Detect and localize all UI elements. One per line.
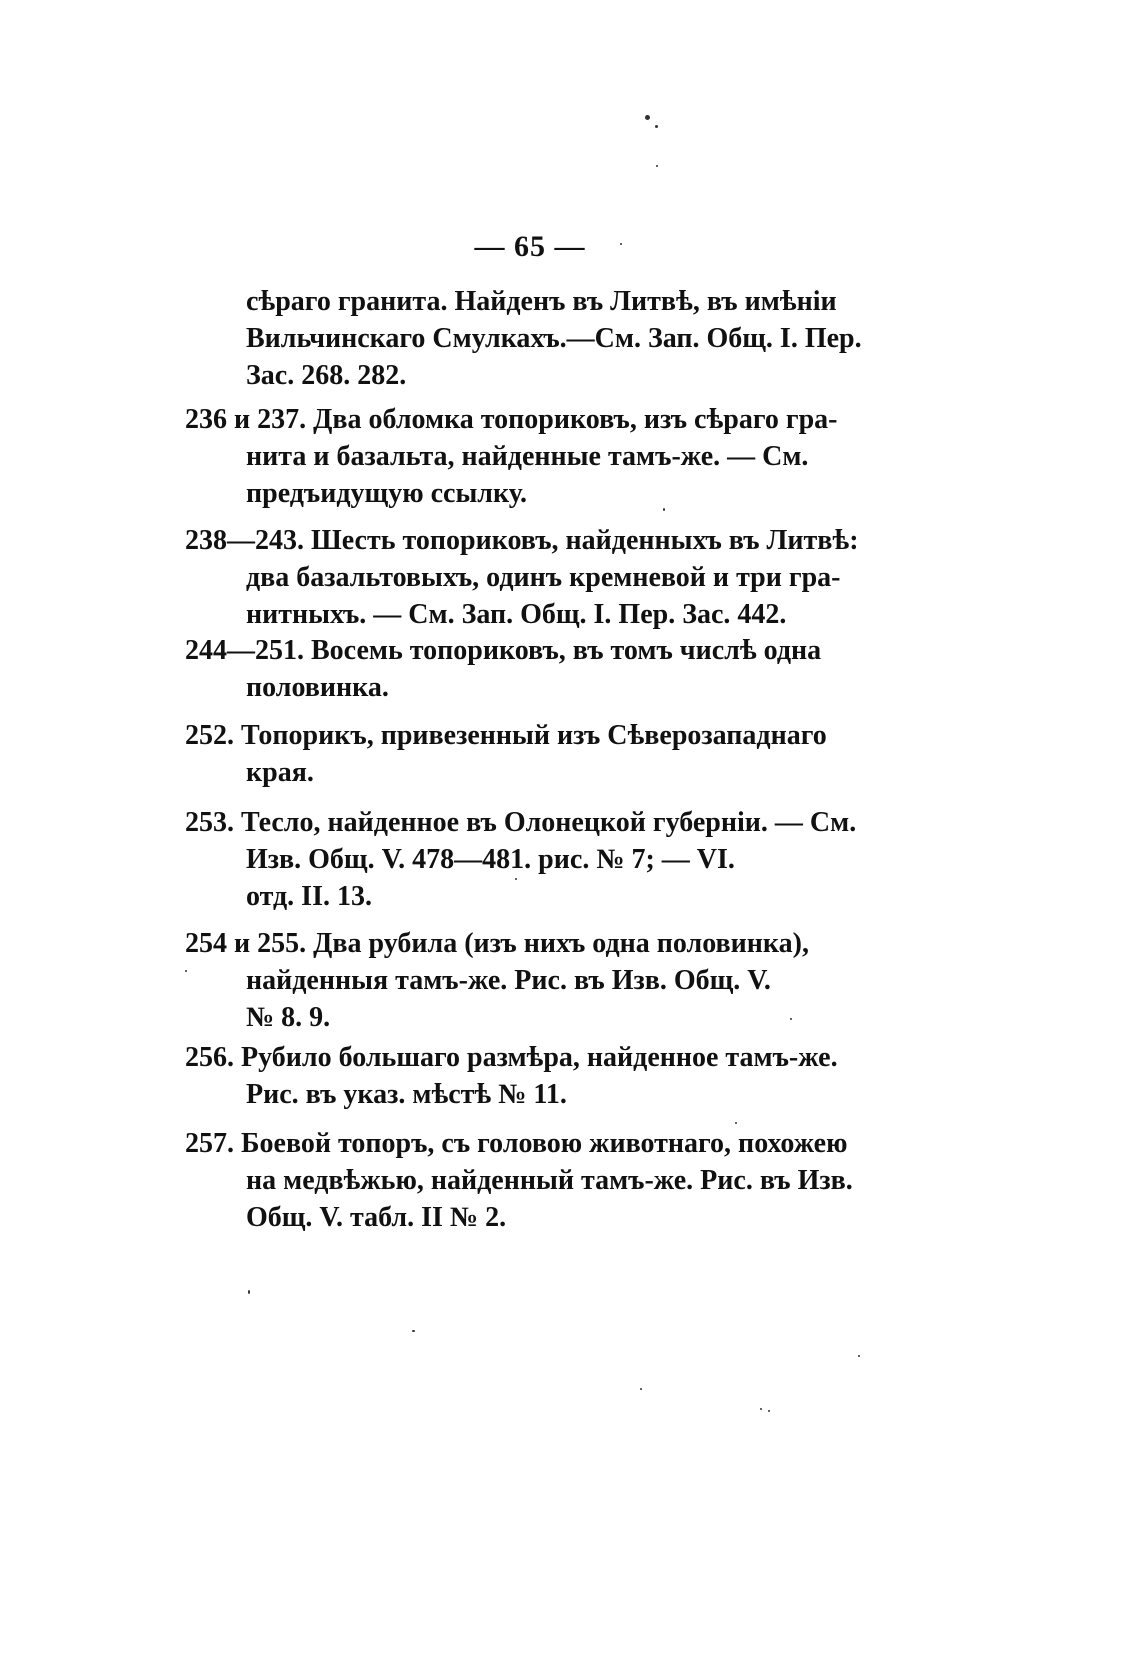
entry-line: найденныя тамъ-же. Рис. въ Изв. Общ. V. <box>246 965 771 996</box>
entry-line: Общ. V. табл. II № 2. <box>246 1202 507 1233</box>
entry-line: 252. Топорикъ, привезенный изъ Сѣверозападнаго <box>185 720 827 751</box>
scan-speck <box>735 1122 737 1124</box>
catalog-entry-256 <box>185 1039 838 1113</box>
catalog-entry-252 <box>185 717 827 791</box>
entry-line: 253. Тесло, найденное въ Олонецкой губерніи. — См. <box>185 807 857 838</box>
entry-line: Изв. Общ. V. 478—481. рис. № 7; — VI. <box>246 844 735 875</box>
scan-speck <box>768 1410 770 1412</box>
entry-line: нитныхъ. — См. Зап. Общ. I. Пер. Зас. 442. <box>246 599 787 630</box>
page-number: — 65 — <box>474 230 586 263</box>
scan-speck <box>645 115 650 120</box>
entry-line: 236 и 237. Два обломка топориковъ, изъ сѣраго гра- <box>185 404 838 435</box>
entry-line: на медвѣжью, найденный тамъ-же. Рис. въ Изв. <box>246 1165 853 1196</box>
catalog-entry-238-243 <box>185 522 859 633</box>
scan-speck <box>655 125 658 128</box>
scan-speck <box>412 1330 415 1332</box>
entry-line: нита и базальта, найденные тамъ-же. — См. <box>246 441 809 472</box>
entry-line: Рис. въ указ. мѣстѣ № 11. <box>246 1079 567 1110</box>
entry-line: 254 и 255. Два рубила (изъ нихъ одна половинка), <box>185 928 809 959</box>
scan-speck <box>640 1388 642 1390</box>
entry-line: Зас. 268. 282. <box>246 360 407 391</box>
entry-line: 244—251. Восемь топориковъ, въ томъ числѣ одна <box>185 635 822 666</box>
scan-speck <box>248 1290 250 1294</box>
scan-speck <box>790 1018 792 1020</box>
scan-speck <box>858 1355 860 1357</box>
scan-speck <box>185 970 187 972</box>
entry-line: Вильчинскаго Смулкахъ.—См. Зап. Общ. I. Пер. <box>246 323 862 354</box>
scan-speck <box>760 1408 762 1410</box>
scan-speck <box>656 165 658 167</box>
scan-speck <box>620 243 622 245</box>
entry-line: сѣраго гранита. Найденъ въ Литвѣ, въ имѣніи <box>246 286 837 317</box>
entry-line: два базальтовыхъ, одинъ кремневой и три гра- <box>246 562 841 593</box>
catalog-entry-236-237 <box>185 401 838 512</box>
catalog-entry-257 <box>185 1125 853 1236</box>
entry-line: № 8. 9. <box>246 1002 331 1033</box>
catalog-entry-254-255 <box>185 925 809 1036</box>
catalog-entry-continuation <box>246 283 862 394</box>
entry-line: предъидущую ссылку. <box>246 478 527 509</box>
entry-line: 256. Рубило большаго размѣра, найденное тамъ-же. <box>185 1042 838 1073</box>
entry-line: 257. Боевой топоръ, съ головою животнаго, похожею <box>185 1128 848 1159</box>
scan-speck <box>663 508 665 511</box>
entry-line: 238—243. Шесть топориковъ, найденныхъ въ Литвѣ: <box>185 525 859 556</box>
entry-line: отд. II. 13. <box>246 881 372 912</box>
scan-speck <box>515 878 517 880</box>
entry-line: половинка. <box>246 672 389 703</box>
catalog-entry-253 <box>185 804 857 915</box>
catalog-entry-244-251 <box>185 632 822 706</box>
entry-line: края. <box>246 757 314 788</box>
